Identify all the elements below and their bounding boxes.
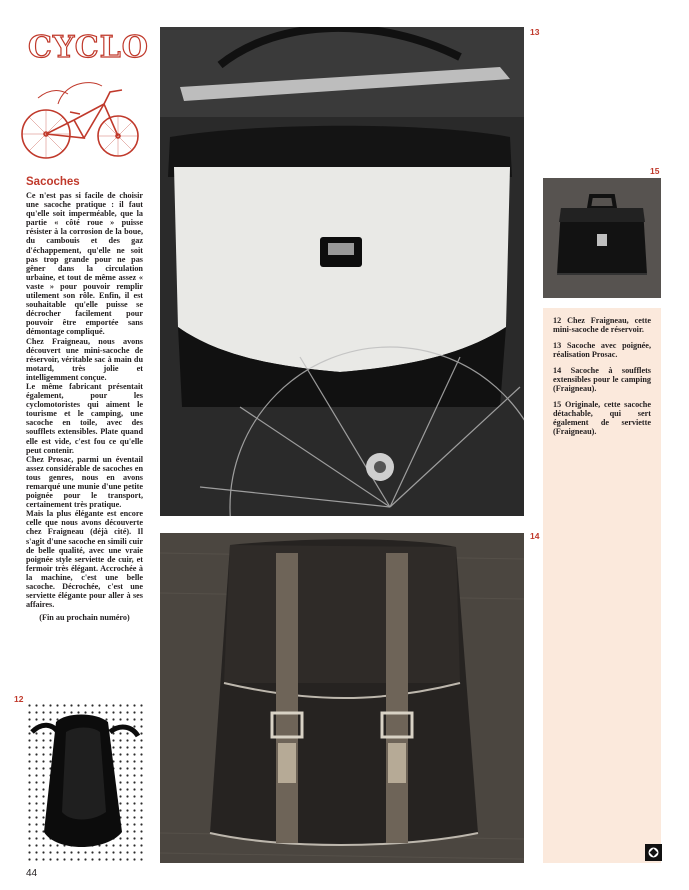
- article-paragraph: Le même fabricant présentait également, pour les cyclomotoristes qui aiment le tourisme et le camping, une sacoche en toile, avec des soufflets extensibles. Plate quand elle est vide, c'est fou ce qu'elle peut contenir.: [26, 381, 143, 455]
- end-of-article-icon: [645, 844, 662, 861]
- figure-number-13: 13: [530, 27, 540, 37]
- article-paragraph: Chez Prosac, parmi un éventail assez considérable de sacoches en tous genres, nous en avons remarqué une munie d'une petite poignée pour le transport, certainement très pratique.: [26, 454, 143, 510]
- photo-sacoche-prosac: [160, 27, 524, 516]
- article-body: [26, 191, 143, 622]
- article-paragraph: Ce n'est pas si facile de choisir une sacoche pratique : il faut qu'elle soit imperméable, que la partie « côté roue » puisse résister à la corrosion de la boue, du cambouis et des gaz d'échappement, qu'elle ne soit pas trop grande pour ne pas gêner dans la circulation urbaine, et tout de même assez « vaste » pour pouvoir remplir utilement son rôle. Enfin, il est souhaitable qu'elle puisse se décrocher facilement pour pouvoir être emportée sans démontage compliqué.: [26, 191, 143, 337]
- article-paragraph: Mais la plus élégante est encore celle que nous avons découverte chez Fraigneau (déjà cité). Il s'agit d'une sacoche en simili cuir de belle qualité, avec une vraie poignée style serviette de cuir, et fermoir très élégant. Accrochée à la machine, c'est une belle sacoche. Décrochée, c'est une serviette élégante pour aller à ses affaires.: [26, 509, 143, 610]
- photo-sacoche-soufflets: [160, 533, 524, 863]
- page-number: 44: [26, 868, 38, 879]
- figure-number-15: 15: [650, 166, 660, 176]
- caption-item: 15 Originale, cette sacoche détachable, qui sert également de serviette (Fraigneau).: [553, 400, 651, 436]
- photo-sacoche-serviette: [543, 178, 661, 298]
- photo-mini-sacoche-reservoir: [26, 702, 143, 862]
- caption-list: [553, 316, 651, 443]
- logo-title: CYCLO: [28, 30, 149, 65]
- cyclo-logo: [18, 24, 149, 174]
- article-ending: (Fin au prochain numéro): [39, 613, 130, 623]
- article-heading: Sacoches: [26, 176, 80, 188]
- caption-item: 14 Sacoche à soufflets extensibles pour le camping (Fraigneau).: [553, 366, 651, 393]
- bicycle-illustration: [18, 64, 144, 164]
- figure-number-14: 14: [530, 531, 540, 541]
- caption-item: 12 Chez Fraigneau, cette mini-sacoche de réservoir.: [553, 316, 651, 334]
- caption-item: 13 Sacoche avec poignée, réalisation Prosac.: [553, 341, 651, 359]
- article-paragraph: Chez Fraigneau, nous avons découvert une mini-sacoche de réservoir, véritable sac à main du motard, très jolie et intelligemment conçue.: [26, 336, 143, 382]
- figure-number-12: 12: [14, 694, 24, 704]
